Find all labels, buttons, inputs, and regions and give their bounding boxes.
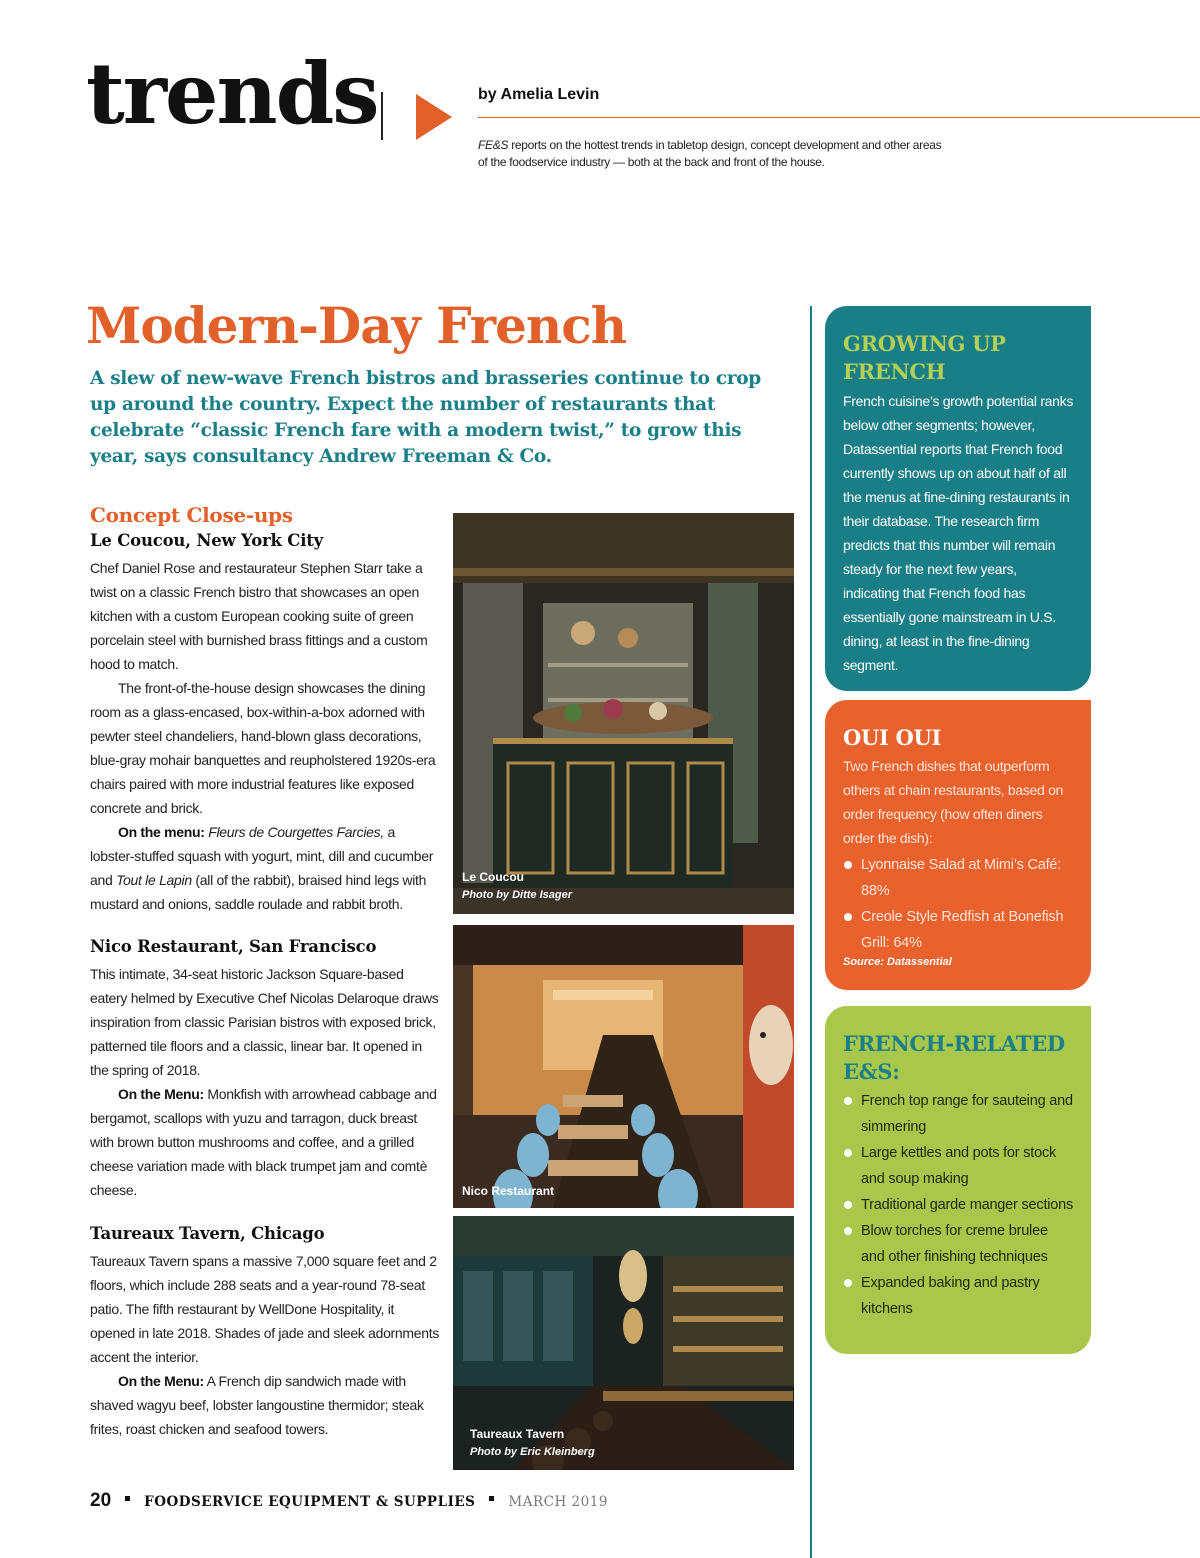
- sidebar-heading: OUI OUI: [843, 725, 942, 750]
- photo-caption: [462, 1182, 554, 1200]
- sidebar-text: French cuisine’s growth potential ranks below other segments; however, Datassential reports that French food currently shows up on about half of all the menus at fine-dining restaurants in their database. The research firm predicts that this number will remain steady for the next few years, indicating that French food has essentially gone mainstream in U.S. dining, at least in the fine-dining segment.: [843, 393, 1074, 673]
- section-intro: [478, 137, 948, 171]
- list-item: Expanded baking and pastry kitchens: [843, 1270, 1075, 1322]
- page-number: 20: [90, 1490, 112, 1511]
- paragraph: Taureaux Tavern spans a massive 7,000 square feet and 2 floors, which include 288 seats and a year-round 78-seat patio. The fifth restaurant by WellDone Hospitality, it opened in late 2018. Shades of jade and sleek adornments accent the interior.: [90, 1253, 440, 1365]
- sidebar-heading: FRENCH-RELATED E&S:: [843, 1031, 1065, 1084]
- menu-text: a lobster-stuffed squash with yogurt, mint, dill and cucumber and: [90, 824, 434, 888]
- menu-text: (all of the rabbit), braised hind legs with mustard and onions, saddle roulade and rabbit broth.: [90, 872, 427, 912]
- list-item: Traditional garde manger sections: [843, 1192, 1075, 1218]
- dish-name: Tout le Lapin: [116, 872, 192, 888]
- venue-heading-taureaux: Taureaux Tavern, Chicago: [90, 1224, 325, 1243]
- dish-name: Fleurs de Courgettes Farcies,: [208, 824, 384, 840]
- menu-paragraph: [90, 1082, 442, 1202]
- menu-paragraph: [90, 1369, 442, 1441]
- photo-credit: Photo by Eric Kleinberg: [470, 1446, 595, 1458]
- menu-text: A French dip sandwich made with shaved wagyu beef, lobster langoustine thermidor; steak frites, roast chicken and seafood towers.: [90, 1373, 424, 1437]
- menu-label: On the menu:: [118, 824, 205, 840]
- sidebar-oui-oui: [825, 700, 1091, 990]
- article-deck: A slew of new-wave French bistros and brasseries continue to crop up around the country. Expect the number of restaurants that celebrate “classic French fare with a modern twist,” to grow this year, says consultancy Andrew Freeman & Co.: [90, 368, 761, 467]
- photo-taureaux: [453, 1216, 794, 1470]
- subsection-heading: Concept Close-ups: [90, 503, 293, 527]
- source-note: Source: Datassential: [843, 956, 952, 968]
- venue-heading-nico: Nico Restaurant, San Francisco: [90, 937, 377, 956]
- stat-list: [843, 852, 1075, 956]
- sidebar-text: Two French dishes that outperform others at chain restaurants, based on order frequency (how often diners order the dish):: [843, 758, 1064, 846]
- sidebar-heading: GROWING UP FRENCH: [843, 331, 1006, 384]
- le-coucou-body: [90, 556, 442, 916]
- photo-caption: [462, 868, 572, 904]
- article-title: Modern-Day French: [86, 296, 627, 355]
- photo-credit: Photo by Ditte Isager: [462, 889, 573, 901]
- dining-room-illustration: [453, 925, 794, 1208]
- publication-name: FOODSERVICE EQUIPMENT & SUPPLIES: [144, 1494, 476, 1510]
- equipment-list: [843, 1088, 1075, 1322]
- taureaux-body: [90, 1249, 442, 1441]
- byline: by Amelia Levin: [478, 86, 600, 103]
- kitchen-illustration: [453, 513, 794, 914]
- caption-title: Taureaux Tavern: [470, 1427, 565, 1441]
- menu-label: On the Menu:: [118, 1086, 204, 1102]
- caption-title: Le Coucou: [462, 870, 524, 884]
- column-rule: [810, 306, 812, 1558]
- menu-paragraph: [90, 820, 442, 916]
- section-title: trends: [86, 44, 378, 143]
- issue-date: MARCH 2019: [508, 1494, 608, 1510]
- footer-separator: [489, 1496, 494, 1501]
- intro-text: reports on the hottest trends in tabletop design, concept development and other areas of the foodservice industry — both at the back and front of the house.: [478, 138, 942, 169]
- page-footer: [90, 1490, 608, 1512]
- photo-nico: [453, 925, 794, 1208]
- list-item: French top range for sauteing and simmering: [843, 1088, 1075, 1140]
- sidebar-french-equipment: [825, 1006, 1091, 1354]
- paragraph: This intimate, 34-seat historic Jackson Square-based eatery helmed by Executive Chef Nicolas Delaroque draws inspiration from classic Parisian bistros with exposed brick, patterned tile floors and a classic, linear bar. It opened in the spring of 2018.: [90, 966, 439, 1078]
- list-item: Large kettles and pots for stock and soup making: [843, 1140, 1075, 1192]
- header-divider: [381, 92, 383, 140]
- venue-heading-le-coucou: Le Coucou, New York City: [90, 531, 324, 550]
- play-arrow-icon: [416, 94, 452, 140]
- photo-le-coucou: [453, 513, 794, 914]
- menu-text: Monkfish with arrowhead cabbage and bergamot, scallops with yuzu and tarragon, duck breast with brown button mushrooms and coffee, and a grilled cheese variation made with black trumpet jam and comtè cheese.: [90, 1086, 437, 1198]
- byline-rule: [478, 117, 1200, 118]
- menu-label: On the Menu:: [118, 1373, 204, 1389]
- list-item: Blow torches for creme brulee and other finishing techniques: [843, 1218, 1075, 1270]
- paragraph: Chef Daniel Rose and restaurateur Stephen Starr take a twist on a classic French bistro that showcases an open kitchen with a custom European cooking suite of green porcelain steel with burnished brass fittings and a custom hood to match.: [90, 560, 428, 672]
- paragraph: The front-of-the-house design showcases the dining room as a glass-encased, box-within-a-box adorned with pewter steel chandeliers, hand-blown glass decorations, blue-gray mohair banquettes and reupholstered 1920s-era chairs paired with more industrial features like exposed concrete and brick.: [90, 680, 436, 816]
- list-item: Creole Style Redfish at Bonefish Grill: 64%: [843, 904, 1075, 956]
- caption-title: Nico Restaurant: [462, 1184, 555, 1198]
- intro-publication: FE&S: [478, 138, 509, 152]
- sidebar-growing-up-french: [825, 306, 1091, 691]
- nico-body: [90, 962, 442, 1202]
- photo-caption: [470, 1425, 595, 1461]
- list-item: Lyonnaise Salad at Mimi’s Café: 88%: [843, 852, 1075, 904]
- footer-separator: [125, 1496, 130, 1501]
